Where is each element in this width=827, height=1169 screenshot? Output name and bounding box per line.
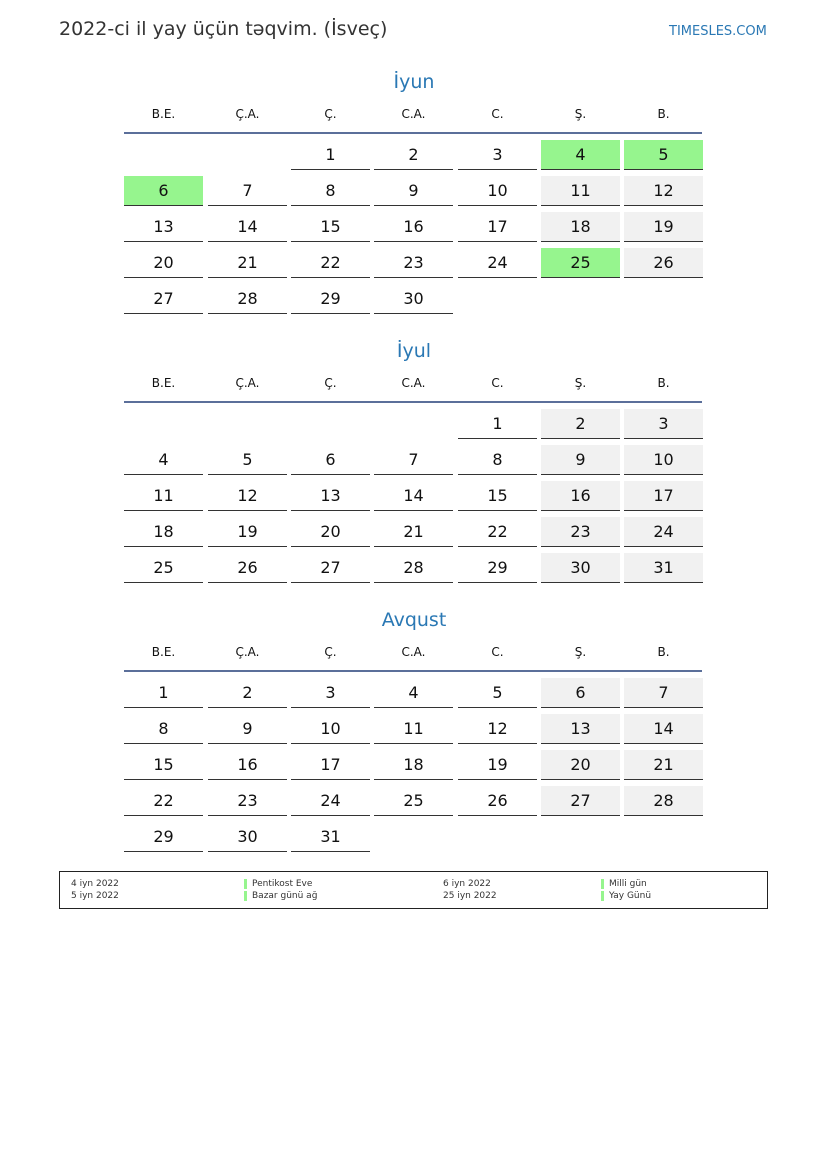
day-cell[interactable]: 28 xyxy=(374,553,453,583)
day-cell[interactable]: 3 xyxy=(291,678,370,708)
legend-holiday-name: Bazar günü ağ xyxy=(252,891,318,901)
day-cell[interactable]: 7 xyxy=(374,445,453,475)
month-block xyxy=(124,68,704,320)
day-cell[interactable]: 13 xyxy=(124,212,203,242)
day-cell[interactable]: 16 xyxy=(208,750,287,780)
day-cell[interactable]: 4 xyxy=(124,445,203,475)
day-cell[interactable]: 3 xyxy=(624,409,703,439)
weekday-label: Ç.A. xyxy=(235,376,260,390)
holiday-legend xyxy=(59,871,768,909)
weekday-label: B. xyxy=(657,107,670,121)
day-cell[interactable]: 25 xyxy=(124,553,203,583)
weekday-label: Ç. xyxy=(324,645,337,659)
day-cell[interactable]: 27 xyxy=(291,553,370,583)
day-cell[interactable]: 1 xyxy=(291,140,370,170)
day-cell[interactable]: 24 xyxy=(458,248,537,278)
day-cell[interactable]: 4 xyxy=(374,678,453,708)
weekday-label: Ç.A. xyxy=(235,107,260,121)
weekday-label: C.A. xyxy=(401,107,426,121)
day-cell[interactable]: 8 xyxy=(124,714,203,744)
weekday-label: Ç. xyxy=(324,376,337,390)
day-cell[interactable]: 20 xyxy=(124,248,203,278)
day-cell[interactable]: 13 xyxy=(291,481,370,511)
day-cell[interactable]: 24 xyxy=(624,517,703,547)
day-cell[interactable]: 10 xyxy=(624,445,703,475)
day-cell[interactable]: 5 xyxy=(624,140,703,170)
day-cell[interactable]: 4 xyxy=(541,140,620,170)
day-cell[interactable]: 3 xyxy=(458,140,537,170)
day-cell[interactable]: 22 xyxy=(124,786,203,816)
day-cell[interactable]: 11 xyxy=(124,481,203,511)
day-cell[interactable]: 21 xyxy=(374,517,453,547)
day-cell[interactable]: 23 xyxy=(208,786,287,816)
legend-color-marker xyxy=(244,891,247,901)
legend-color-marker xyxy=(601,891,604,901)
day-cell[interactable]: 6 xyxy=(541,678,620,708)
weekday-label: Ş. xyxy=(574,376,587,390)
day-cell[interactable]: 2 xyxy=(208,678,287,708)
weekday-label: C.A. xyxy=(401,376,426,390)
legend-date: 6 iyn 2022 xyxy=(443,879,491,889)
weekday-label: Ç. xyxy=(324,107,337,121)
day-cell[interactable]: 17 xyxy=(458,212,537,242)
day-cell[interactable]: 19 xyxy=(208,517,287,547)
day-cell[interactable]: 31 xyxy=(624,553,703,583)
day-cell[interactable]: 2 xyxy=(374,140,453,170)
day-cell[interactable]: 20 xyxy=(291,517,370,547)
day-cell[interactable]: 25 xyxy=(374,786,453,816)
day-cell[interactable]: 1 xyxy=(458,409,537,439)
day-cell[interactable]: 26 xyxy=(458,786,537,816)
day-cell[interactable]: 20 xyxy=(541,750,620,780)
day-cell[interactable]: 28 xyxy=(208,284,287,314)
weekday-label: B.E. xyxy=(151,645,176,659)
day-cell[interactable]: 7 xyxy=(624,678,703,708)
day-cell[interactable]: 8 xyxy=(458,445,537,475)
day-cell[interactable]: 19 xyxy=(458,750,537,780)
weekday-label: B.E. xyxy=(151,107,176,121)
day-cell[interactable]: 9 xyxy=(541,445,620,475)
day-cell[interactable]: 28 xyxy=(624,786,703,816)
weekday-label: B. xyxy=(657,376,670,390)
day-cell[interactable]: 23 xyxy=(541,517,620,547)
day-cell[interactable]: 30 xyxy=(208,822,287,852)
month-block xyxy=(124,606,704,858)
day-cell[interactable]: 5 xyxy=(208,445,287,475)
day-cell[interactable]: 30 xyxy=(374,284,453,314)
day-cell[interactable]: 15 xyxy=(291,212,370,242)
day-cell[interactable]: 14 xyxy=(624,714,703,744)
day-cell[interactable]: 6 xyxy=(124,176,203,206)
day-cell[interactable]: 17 xyxy=(291,750,370,780)
legend-color-marker xyxy=(601,879,604,889)
day-cell[interactable]: 8 xyxy=(291,176,370,206)
weekday-label: C. xyxy=(491,376,504,390)
day-cell[interactable]: 23 xyxy=(374,248,453,278)
day-cell[interactable]: 9 xyxy=(208,714,287,744)
day-grid xyxy=(124,672,704,858)
weekday-header-row xyxy=(124,102,704,132)
weekday-label: Ş. xyxy=(574,107,587,121)
day-cell[interactable]: 6 xyxy=(291,445,370,475)
day-cell[interactable]: 18 xyxy=(124,517,203,547)
day-grid xyxy=(124,134,704,320)
day-cell[interactable]: 29 xyxy=(458,553,537,583)
day-cell[interactable]: 10 xyxy=(291,714,370,744)
month-title: İyul xyxy=(396,340,432,362)
day-cell[interactable]: 15 xyxy=(458,481,537,511)
day-cell[interactable]: 13 xyxy=(541,714,620,744)
day-cell[interactable]: 19 xyxy=(624,212,703,242)
legend-holiday-name: Yay Günü xyxy=(609,891,652,901)
day-cell[interactable]: 12 xyxy=(208,481,287,511)
day-cell[interactable]: 22 xyxy=(458,517,537,547)
weekday-label: C. xyxy=(491,645,504,659)
day-cell[interactable]: 21 xyxy=(624,750,703,780)
site-link[interactable]: TIMESLES.COM xyxy=(669,24,767,39)
day-cell[interactable]: 9 xyxy=(374,176,453,206)
weekday-label: B.E. xyxy=(151,376,176,390)
day-cell[interactable]: 10 xyxy=(458,176,537,206)
weekday-label: Ç.A. xyxy=(235,645,260,659)
day-cell[interactable]: 21 xyxy=(208,248,287,278)
day-cell[interactable]: 26 xyxy=(624,248,703,278)
day-cell[interactable]: 2 xyxy=(541,409,620,439)
day-cell[interactable]: 22 xyxy=(291,248,370,278)
day-cell[interactable]: 16 xyxy=(374,212,453,242)
page-title: 2022-ci il yay üçün təqvim. (İsveç) xyxy=(59,18,388,40)
day-cell[interactable]: 1 xyxy=(124,678,203,708)
day-cell[interactable]: 29 xyxy=(291,284,370,314)
day-cell[interactable]: 12 xyxy=(624,176,703,206)
day-cell[interactable]: 11 xyxy=(374,714,453,744)
day-cell[interactable]: 29 xyxy=(124,822,203,852)
weekday-label: B. xyxy=(657,645,670,659)
weekday-header-row xyxy=(124,640,704,670)
weekday-label: C. xyxy=(491,107,504,121)
day-cell[interactable]: 15 xyxy=(124,750,203,780)
weekday-header-row xyxy=(124,371,704,401)
day-cell[interactable]: 31 xyxy=(291,822,370,852)
day-cell[interactable]: 14 xyxy=(208,212,287,242)
day-cell[interactable]: 17 xyxy=(624,481,703,511)
legend-holiday-name: Milli gün xyxy=(609,879,647,889)
month-title: İyun xyxy=(393,71,435,93)
day-cell[interactable]: 24 xyxy=(291,786,370,816)
month-block xyxy=(124,337,704,589)
day-cell[interactable]: 27 xyxy=(124,284,203,314)
legend-date: 25 iyn 2022 xyxy=(443,891,497,901)
legend-date: 4 iyn 2022 xyxy=(71,879,119,889)
legend-holiday-name: Pentikost Eve xyxy=(252,879,313,889)
weekday-label: Ş. xyxy=(574,645,587,659)
month-title: Avqust xyxy=(381,609,447,631)
day-cell[interactable]: 12 xyxy=(458,714,537,744)
day-cell[interactable]: 11 xyxy=(541,176,620,206)
day-cell[interactable]: 26 xyxy=(208,553,287,583)
day-cell[interactable]: 16 xyxy=(541,481,620,511)
day-cell[interactable]: 5 xyxy=(458,678,537,708)
day-cell[interactable]: 18 xyxy=(374,750,453,780)
day-cell[interactable]: 27 xyxy=(541,786,620,816)
legend-date: 5 iyn 2022 xyxy=(71,891,119,901)
day-cell[interactable]: 30 xyxy=(541,553,620,583)
day-cell[interactable]: 18 xyxy=(541,212,620,242)
weekday-label: C.A. xyxy=(401,645,426,659)
day-grid xyxy=(124,403,704,589)
day-cell[interactable]: 14 xyxy=(374,481,453,511)
legend-color-marker xyxy=(244,879,247,889)
day-cell[interactable]: 25 xyxy=(541,248,620,278)
day-cell[interactable]: 7 xyxy=(208,176,287,206)
